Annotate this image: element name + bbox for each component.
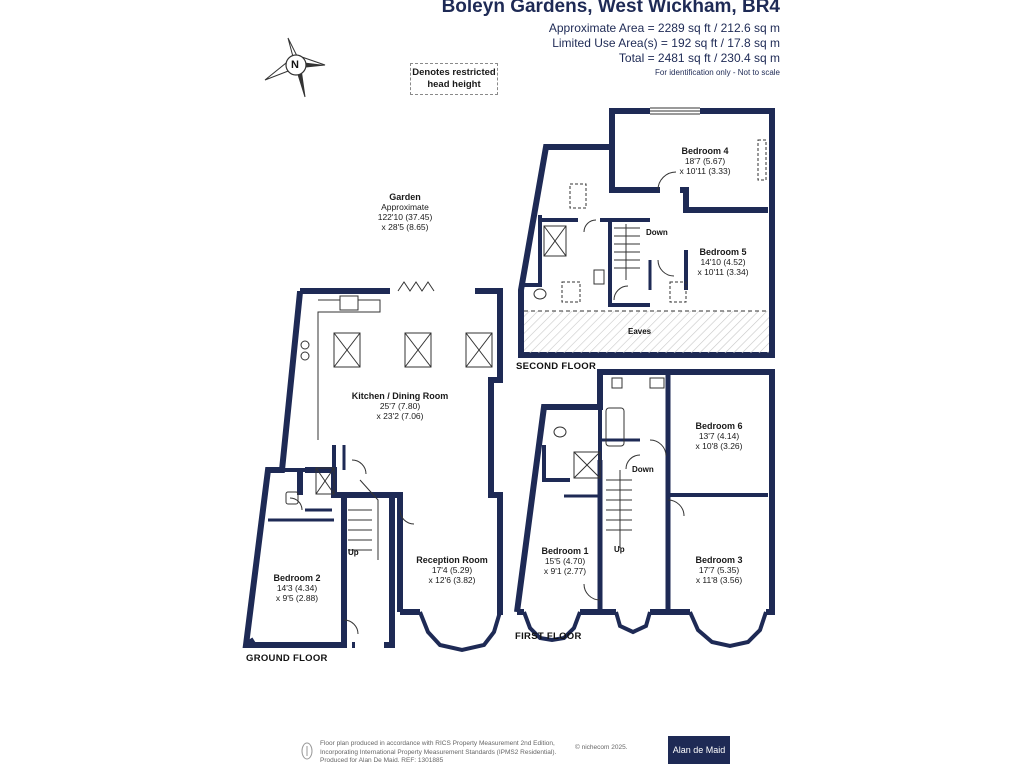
footer-line-3: Produced for Alan De Maid. REF: 1301885 bbox=[320, 757, 444, 764]
room-label-garden bbox=[365, 192, 445, 232]
bedroom-2-dim-1: 14'3 (4.34) bbox=[276, 583, 318, 593]
stairs-up-ground: Up bbox=[348, 548, 359, 557]
rics-badge-icon bbox=[300, 740, 314, 762]
stairs-down-first: Down bbox=[632, 465, 654, 474]
room-label-reception bbox=[412, 555, 492, 585]
restricted-head-height-legend: Denotes restricted head height bbox=[410, 63, 498, 95]
garden-dim-2: x 28'5 (8.65) bbox=[381, 222, 429, 232]
bedroom-1-dim-1: 15'5 (4.70) bbox=[544, 556, 586, 566]
bedroom-6-dim-1: 13'7 (4.14) bbox=[698, 431, 740, 441]
identification-note: For identification only - Not to scale bbox=[655, 68, 780, 77]
bedroom-4-dim-1: 18'7 (5.67) bbox=[684, 156, 726, 166]
bedroom-3-dim-2: x 11'8 (3.56) bbox=[695, 575, 743, 585]
page-title: Boleyn Gardens, West Wickham, BR4 bbox=[441, 0, 780, 17]
bedroom-1-dim-2: x 9'1 (2.77) bbox=[543, 566, 587, 576]
bedroom-3-name: Bedroom 3 bbox=[695, 555, 743, 565]
room-label-bedroom-2 bbox=[262, 573, 332, 603]
brand-logo: Alan de Maid bbox=[668, 736, 730, 764]
kitchen-dim-2: x 23'2 (7.06) bbox=[376, 411, 424, 421]
total-area: Total = 2481 sq ft / 230.4 sq m bbox=[618, 51, 780, 65]
reception-dim-2: x 12'6 (3.82) bbox=[428, 575, 476, 585]
room-label-bedroom-3 bbox=[684, 555, 754, 585]
bedroom-5-dim-2: x 10'11 (3.34) bbox=[697, 267, 749, 277]
room-label-bedroom-6 bbox=[684, 421, 754, 451]
footer-line-1: Floor plan produced in accordance with RICS Property Measurement 2nd Edition, bbox=[320, 740, 555, 747]
bedroom-2-dim-2: x 9'5 (2.88) bbox=[275, 593, 319, 603]
stairs-down-second: Down bbox=[646, 228, 668, 237]
garden-name: Garden bbox=[389, 192, 421, 202]
bedroom-1-name: Bedroom 1 bbox=[541, 546, 589, 556]
second-floor-label: SECOND FLOOR bbox=[516, 361, 597, 372]
room-label-bedroom-1 bbox=[530, 546, 600, 576]
bedroom-5-name: Bedroom 5 bbox=[699, 247, 747, 257]
bedroom-4-dim-2: x 10'11 (3.33) bbox=[679, 166, 731, 176]
footer-line-2: Incorporating International Property Measurement Standards (IPMS2 Residential). bbox=[320, 748, 557, 756]
bedroom-6-dim-2: x 10'8 (3.26) bbox=[695, 441, 743, 451]
garden-approximate: Approximate bbox=[381, 202, 429, 212]
bedroom-2-name: Bedroom 2 bbox=[273, 573, 321, 583]
kitchen-name: Kitchen / Dining Room bbox=[351, 391, 449, 401]
room-label-bedroom-5 bbox=[688, 247, 758, 277]
bedroom-5-dim-1: 14'10 (4.52) bbox=[700, 257, 746, 267]
room-label-kitchen bbox=[350, 391, 450, 421]
kitchen-dim-1: 25'7 (7.80) bbox=[379, 401, 421, 411]
reception-dim-1: 17'4 (5.29) bbox=[431, 565, 473, 575]
limited-use-area: Limited Use Area(s) = 192 sq ft / 17.8 sq m bbox=[552, 36, 780, 50]
reception-name: Reception Room bbox=[416, 555, 488, 565]
stairs-up-first: Up bbox=[614, 545, 625, 554]
garden-dim-1: 122'10 (37.45) bbox=[377, 212, 433, 222]
first-floor-label: FIRST FLOOR bbox=[515, 631, 582, 642]
bedroom-6-name: Bedroom 6 bbox=[695, 421, 743, 431]
footer-text bbox=[320, 740, 556, 766]
bedroom-3-dim-1: 17'7 (5.35) bbox=[698, 565, 740, 575]
approximate-area: Approximate Area = 2289 sq ft / 212.6 sq m bbox=[548, 21, 780, 35]
compass-north-label: N bbox=[291, 59, 299, 71]
footer-copyright: © nichecom 2025. bbox=[575, 744, 628, 751]
ground-floor-label: GROUND FLOOR bbox=[246, 653, 328, 664]
eaves-label: Eaves bbox=[628, 327, 652, 336]
bedroom-4-name: Bedroom 4 bbox=[681, 146, 729, 156]
room-label-bedroom-4 bbox=[670, 146, 740, 176]
first-floor-plan bbox=[517, 372, 772, 646]
